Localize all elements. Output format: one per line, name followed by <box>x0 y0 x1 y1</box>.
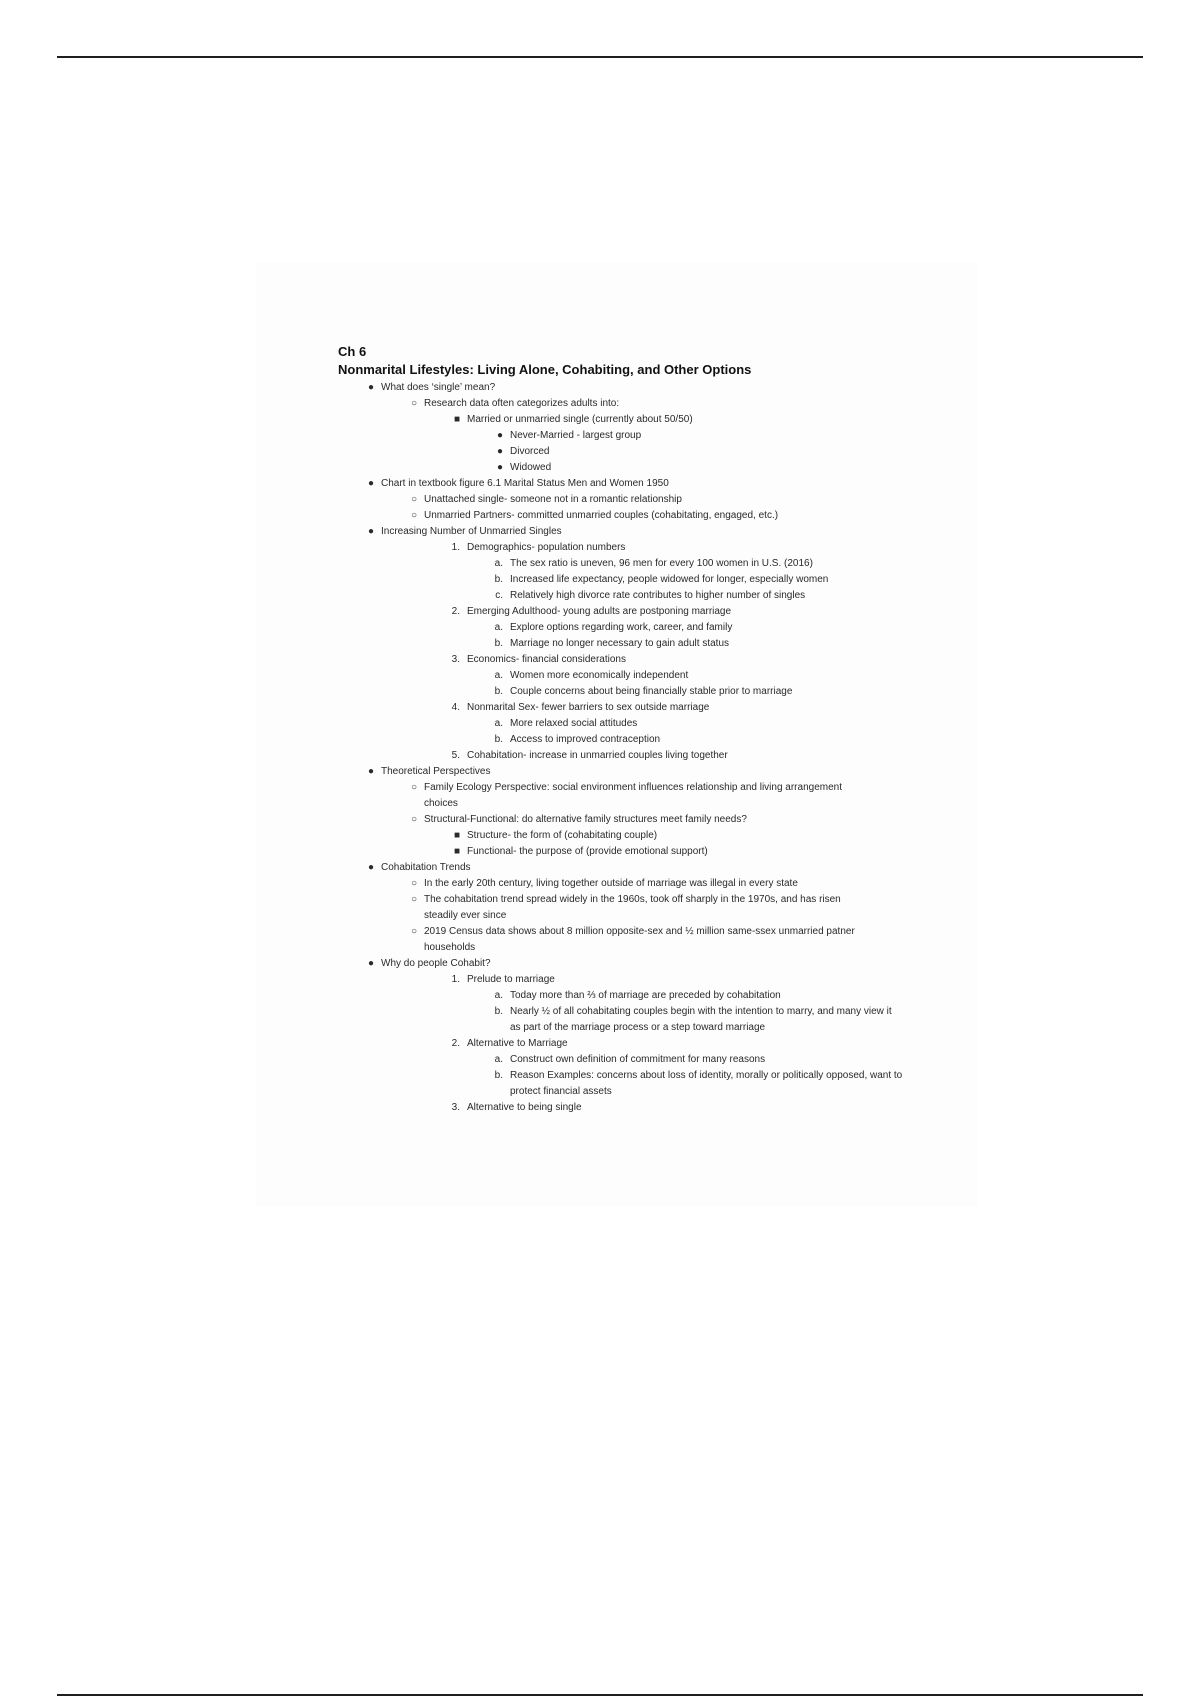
outline-item <box>338 380 928 396</box>
outline-item <box>338 684 928 700</box>
list-marker: a. <box>494 1054 503 1065</box>
top-divider <box>57 56 1143 58</box>
list-marker: ● <box>367 958 374 969</box>
outline-item-text: Married or unmarried single (currently about 50/50) <box>467 414 693 425</box>
outline-item <box>338 748 928 764</box>
outline-item <box>338 540 928 556</box>
document-outline <box>338 343 928 1116</box>
outline-item <box>338 668 928 684</box>
outline-item-text: Structural-Functional: do alternative family structures meet family needs? <box>424 814 747 825</box>
list-marker: b. <box>494 574 503 585</box>
bottom-divider <box>57 1694 1143 1696</box>
outline-item <box>338 1068 928 1100</box>
outline-item <box>338 652 928 668</box>
outline-item-text: Construct own definition of commitment for many reasons <box>510 1054 766 1065</box>
list-marker: 1. <box>451 542 460 553</box>
outline-item <box>338 828 928 844</box>
outline-item-text: Structure- the form of (cohabitating couple) <box>467 830 658 841</box>
list-marker: ○ <box>410 926 417 937</box>
list-marker: ○ <box>410 814 417 825</box>
outline-item <box>338 396 928 412</box>
outline-item-text: In the early 20th century, living together outside of marriage was illegal in every state <box>424 878 798 889</box>
outline-item <box>338 1100 928 1116</box>
outline-item-text: Emerging Adulthood- young adults are postponing marriage <box>467 606 732 617</box>
outline-item-text: The cohabitation trend spread widely in the 1960s, took off sharply in the 1970s, and has risen steadily ever since <box>424 894 841 921</box>
list-marker: 2. <box>451 606 460 617</box>
outline-item <box>338 620 928 636</box>
list-marker: ○ <box>410 398 417 409</box>
outline-item <box>338 588 928 604</box>
list-marker: ○ <box>410 878 417 889</box>
outline-item <box>338 876 928 892</box>
outline-item-text: Reason Examples: concerns about loss of identity, morally or politically opposed, want to protect financial assets <box>510 1070 903 1097</box>
outline-item-text: Economics- financial considerations <box>467 654 626 665</box>
outline-item-text: Chart in textbook figure 6.1 Marital Status Men and Women 1950 <box>381 478 669 489</box>
outline-item-text: Nonmarital Sex- fewer barriers to sex outside marriage <box>467 702 710 713</box>
outline-item-text: Functional- the purpose of (provide emotional support) <box>467 846 708 857</box>
list-marker: c. <box>495 590 503 601</box>
outline-item <box>338 636 928 652</box>
outline-item <box>338 700 928 716</box>
list-marker: a. <box>494 558 503 569</box>
list-marker: b. <box>494 1070 503 1081</box>
outline-item <box>338 524 928 540</box>
list-marker: 4. <box>451 702 460 713</box>
outline-item-text: Explore options regarding work, career, and family <box>510 622 733 633</box>
outline-item <box>338 460 928 476</box>
list-marker: ● <box>367 862 374 873</box>
outline-item-text: Theoretical Perspectives <box>381 766 491 777</box>
list-marker: ■ <box>453 846 460 857</box>
outline-item <box>338 812 928 828</box>
outline-item-text: Widowed <box>510 462 552 473</box>
outline-item-text: Unmarried Partners- committed unmarried couples (cohabitating, engaged, etc.) <box>424 510 779 521</box>
outline-item-text: 2019 Census data shows about 8 million opposite-sex and ½ million same-ssex unmarried patner households <box>424 926 855 953</box>
outline-item-text: Cohabitation- increase in unmarried couples living together <box>467 750 728 761</box>
list-marker: 2. <box>451 1038 460 1049</box>
outline-item <box>338 732 928 748</box>
outline-item-text: Today more than ⅔ of marriage are preceded by cohabitation <box>510 990 781 1001</box>
outline-item-text: More relaxed social attitudes <box>510 718 638 729</box>
list-marker: ● <box>367 526 374 537</box>
list-marker: ● <box>367 766 374 777</box>
list-marker: ● <box>367 382 374 393</box>
list-marker: ○ <box>410 894 417 905</box>
outline-item-text: Couple concerns about being financially stable prior to marriage <box>510 686 793 697</box>
list-marker: ○ <box>410 510 417 521</box>
outline-item-text: Alternative to being single <box>467 1102 582 1113</box>
list-marker: ■ <box>453 830 460 841</box>
outline-item-text: Cohabitation Trends <box>381 862 471 873</box>
list-marker: 3. <box>451 654 460 665</box>
list-marker: b. <box>494 1006 503 1017</box>
outline-item <box>338 956 928 972</box>
list-marker: ■ <box>453 414 460 425</box>
list-marker: b. <box>494 686 503 697</box>
outline-item <box>338 1004 928 1036</box>
outline-item <box>338 972 928 988</box>
outline-item-text: Divorced <box>510 446 550 457</box>
outline-item-text: The sex ratio is uneven, 96 men for every 100 women in U.S. (2016) <box>510 558 813 569</box>
list-marker: ● <box>496 446 503 457</box>
list-marker: 1. <box>451 974 460 985</box>
outline-item <box>338 412 928 428</box>
outline-item-text: Nearly ½ of all cohabitating couples begin with the intention to marry, and many view it as part of the marriage process or a step toward marriage <box>510 1006 892 1033</box>
outline-item <box>338 860 928 876</box>
outline-item <box>338 476 928 492</box>
outline-item <box>338 444 928 460</box>
list-marker: ○ <box>410 494 417 505</box>
outline-item <box>338 492 928 508</box>
outline-item-text: Prelude to marriage <box>467 974 555 985</box>
outline-item-text: Demographics- population numbers <box>467 542 626 553</box>
list-marker: 5. <box>451 750 460 761</box>
outline-list <box>338 380 928 1116</box>
outline-item-text: Marriage no longer necessary to gain adult status <box>510 638 730 649</box>
list-marker: a. <box>494 718 503 729</box>
outline-item <box>338 1036 928 1052</box>
outline-item-text: Never-Married - largest group <box>510 430 642 441</box>
outline-item-text: What does ‘single’ mean? <box>381 382 496 393</box>
list-marker: a. <box>494 622 503 633</box>
outline-item <box>338 556 928 572</box>
document-title: Nonmarital Lifestyles: Living Alone, Cohabiting, and Other Options <box>338 362 752 377</box>
outline-item <box>338 716 928 732</box>
outline-item-text: Alternative to Marriage <box>467 1038 568 1049</box>
list-marker: a. <box>494 990 503 1001</box>
list-marker: ○ <box>410 782 417 793</box>
outline-item-text: Why do people Cohabit? <box>381 958 491 969</box>
outline-item <box>338 988 928 1004</box>
list-marker: 3. <box>451 1102 460 1113</box>
outline-item <box>338 780 928 812</box>
list-marker: ● <box>496 462 503 473</box>
outline-item-text: Relatively high divorce rate contributes to higher number of singles <box>510 590 806 601</box>
outline-item <box>338 764 928 780</box>
outline-item-text: Access to improved contraception <box>510 734 661 745</box>
list-marker: b. <box>494 734 503 745</box>
list-marker: ● <box>496 430 503 441</box>
outline-item-text: Increasing Number of Unmarried Singles <box>381 526 562 537</box>
outline-item <box>338 604 928 620</box>
outline-item <box>338 1052 928 1068</box>
outline-item-text: Increased life expectancy, people widowed for longer, especially women <box>510 574 829 585</box>
chapter-heading: Ch 6 <box>338 344 367 359</box>
outline-item-text: Women more economically independent <box>510 670 689 681</box>
outline-item <box>338 508 928 524</box>
outline-item <box>338 892 928 924</box>
list-marker: a. <box>494 670 503 681</box>
outline-item <box>338 428 928 444</box>
outline-item-text: Family Ecology Perspective: social environment influences relationship and living arrangement choices <box>424 782 842 809</box>
outline-item <box>338 572 928 588</box>
outline-item-text: Research data often categorizes adults into: <box>424 398 620 409</box>
list-marker: b. <box>494 638 503 649</box>
outline-item-text: Unattached single- someone not in a romantic relationship <box>424 494 682 505</box>
outline-item <box>338 924 928 956</box>
list-marker: ● <box>367 478 374 489</box>
outline-item <box>338 844 928 860</box>
